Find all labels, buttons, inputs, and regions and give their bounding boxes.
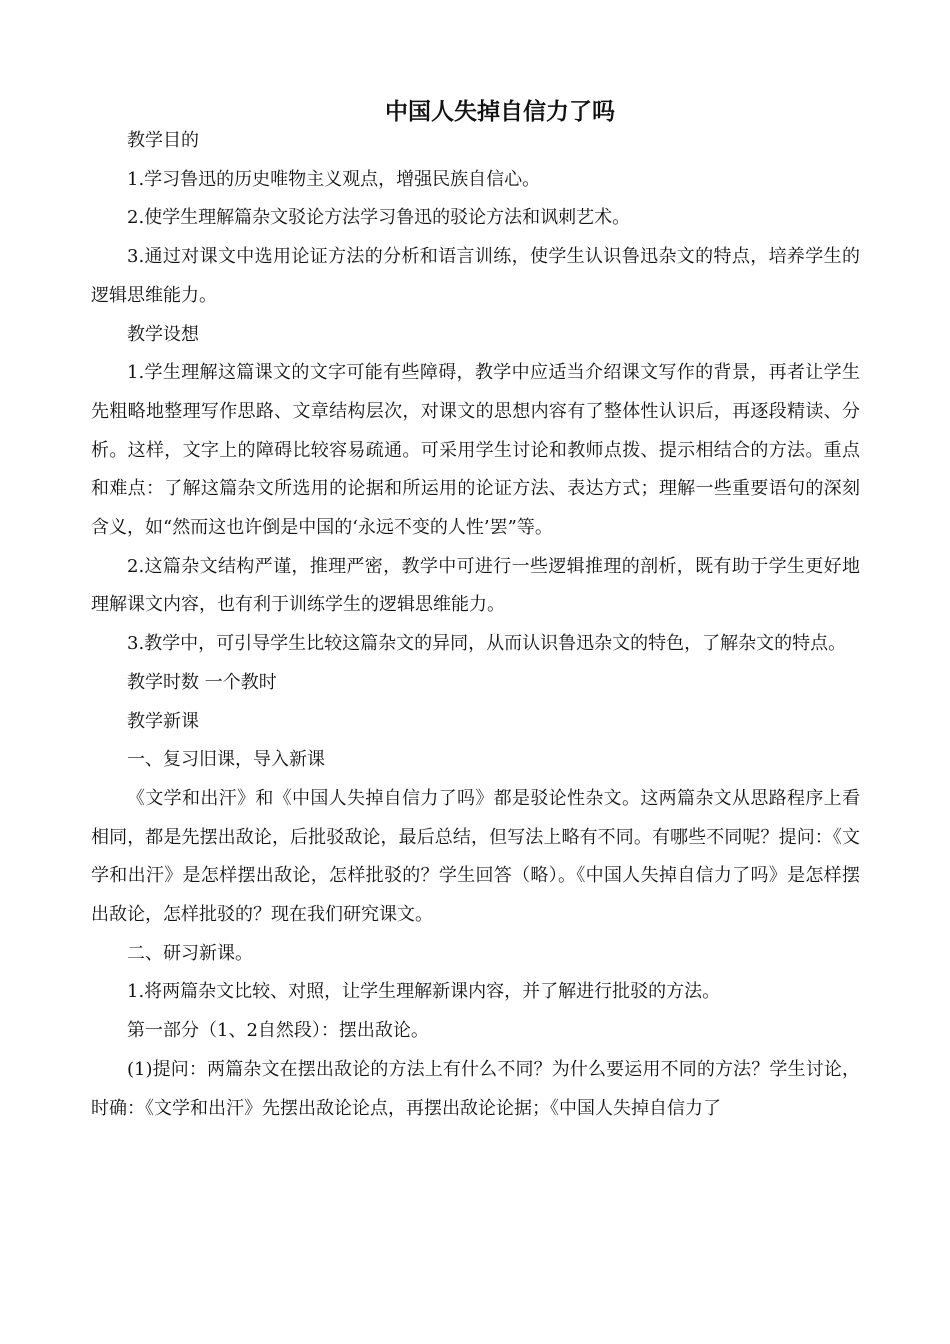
- paragraph: 二、研习新课。: [127, 942, 253, 964]
- paragraph: 教学新课: [127, 710, 199, 732]
- paragraph: 教学目的: [127, 130, 199, 151]
- paragraph: 教学时数 一个教时: [127, 671, 277, 693]
- paragraph: 3.通过对课文中选用论证方法的分析和语言训练，使学生认识鲁迅杂文的特点，培养学生的逻辑思维能力。: [91, 246, 860, 306]
- paragraph: (1)提问：两篇杂文在摆出敌论的方法上有什么不同？为什么要运用不同的方法？学生讨论，时确：《文学和出汗》先摆出敌论论点，再摆出敌论论据；《中国人失掉自信力了: [91, 1058, 860, 1119]
- paragraph: 2.这篇杂文结构严谨，推理严密，教学中可进行一些逻辑推理的剖析，既有助于学生更好地理解课文内容，也有利于训练学生的逻辑思维能力。: [91, 555, 860, 616]
- paragraph: 2.使学生理解篇杂文驳论方法学习鲁迅的驳论方法和讽刺艺术。: [127, 207, 631, 229]
- paragraph: 一、复习旧课，导入新课: [127, 749, 325, 771]
- page-title: 中国人失掉自信力了吗: [385, 99, 615, 125]
- paragraph: 1.将两篇杂文比较、对照，让学生理解新课内容，并了解进行批驳的方法。: [127, 981, 721, 1003]
- paragraph: 1.学习鲁迅的历史唯物主义观点，增强民族自信心。: [127, 168, 541, 190]
- paragraph: 教学设想: [127, 323, 199, 345]
- paragraph: 1.学生理解这篇课文的文字可能有些障碍，教学中应适当介绍课文写作的背景，再者让学生先粗略地整理写作思路、文章结构层次，对课文的思想内容有了整体性认识后，再逐段精读、分析。这样，文字上的障碍比较容易疏通。可采用学生讨论和教师点拨、提示相结合的方法。重点和难点：了解这篇杂文所选用的论据和所运用的论证方法、表达方式；理解一些重要语句的深刻含义，如“然而这也许倒是中国的‘永远不变的人性’罢”等。: [91, 362, 860, 539]
- paragraph: 第一部分（1、2自然段）：摆出敌论。: [127, 1020, 429, 1042]
- paragraph: 3.教学中，可引导学生比较这篇杂文的异同，从而认识鲁迅杂文的特色，了解杂文的特点。: [127, 633, 847, 655]
- paragraph: 《文学和出汗》和《中国人失掉自信力了吗》都是驳论性杂文。这两篇杂文从思路程序上看相同，都是先摆出敌论，后批驳敌论，最后总结，但写法上略有不同。有哪些不同呢？提问：《文学和出汗》是怎样摆出敌论，怎样批驳的？学生回答（略）。《中国人失掉自信力了吗》是怎样摆出敌论，怎样批驳的？现在我们研究课文。: [91, 787, 860, 926]
- document-body: [91, 122, 860, 1128]
